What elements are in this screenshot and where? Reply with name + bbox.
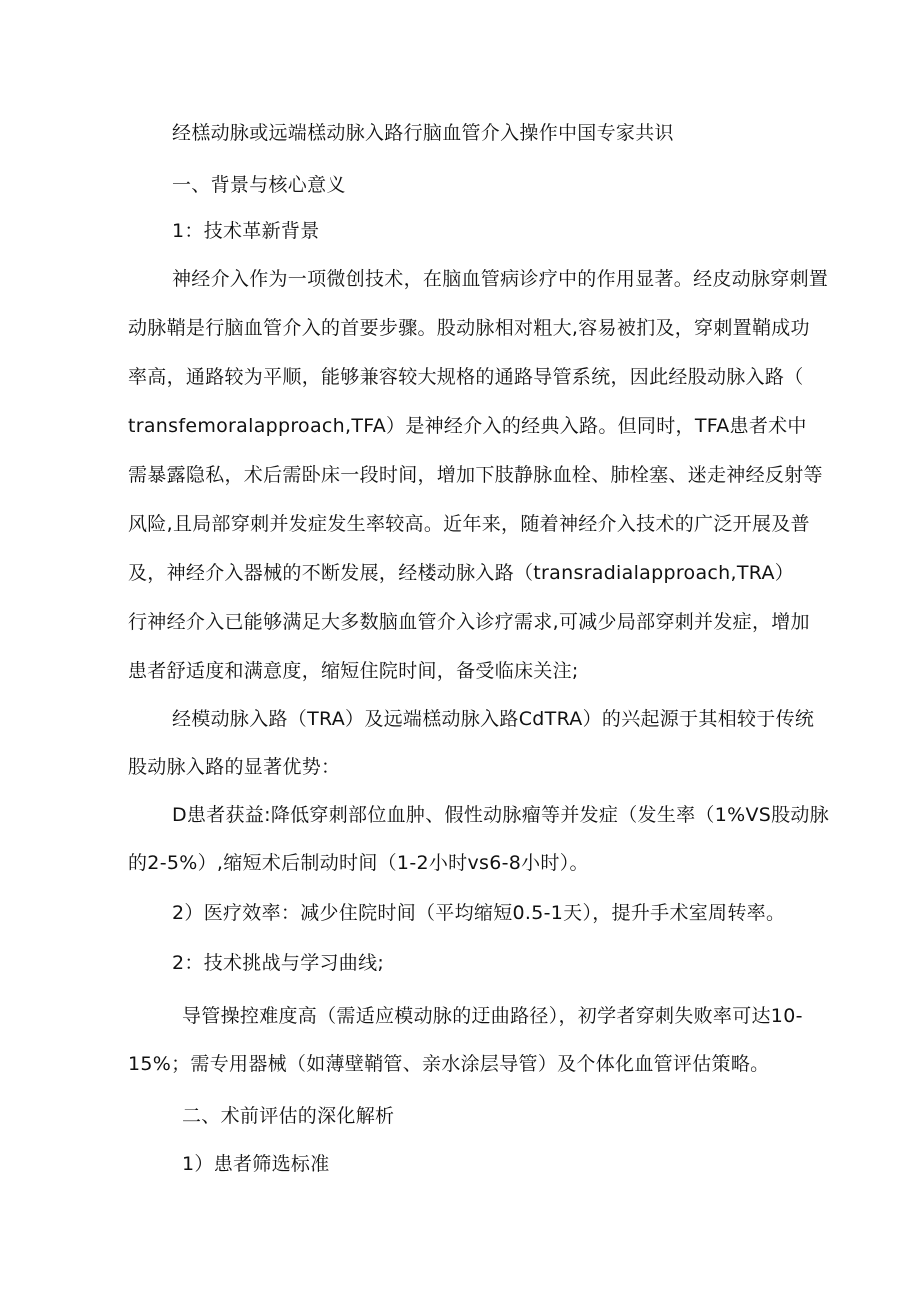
- list-item-medical-efficiency: 2）医疗效率：减少住院时间（平均缩短0.5-1天），提升手术室周转率。: [172, 902, 786, 924]
- subsection-heading-innovation: 1：技术革新背景: [172, 220, 320, 242]
- paragraph-line: 需暴露隐私，术后需卧床一段时间，增加下肢静脉血栓、肺栓塞、迷走神经反射等: [128, 464, 823, 486]
- paragraph-line: 风险,且局部穿刺并发症发生率较高。近年来，随着神经介入技术的广泛开展及普: [128, 513, 810, 535]
- subsection-heading-screening: 1）患者筛选标准: [182, 1153, 330, 1175]
- paragraph-line: 神经介入作为一项微创技术，在脑血管病诊疗中的作用显著。经皮动脉穿刺置: [172, 268, 829, 290]
- paragraph-line: 经模动脉入路（TRA）及远端榚动脉入路CdTRA）的兴起源于其相较于传统: [172, 708, 815, 730]
- paragraph-line: 行神经介入已能够满足大多数脑血管介入诊疗需求,可减少局部穿刺并发症，增加: [128, 611, 810, 633]
- paragraph-line: 率高，通路较为平顺，能够兼容较大规格的通路导管系统，因此经股动脉入路（: [128, 366, 804, 388]
- section-heading-preop: 二、术前评估的深化解析: [182, 1105, 395, 1127]
- section-heading-background: 一、背景与核心意义: [172, 174, 346, 196]
- paragraph-line: transfemoralapproach,TFA）是神经介入的经典入路。但同时，TFA患者术中: [128, 415, 807, 437]
- paragraph-line: 患者舒适度和满意度，缩短住院时间，备受临床关注;: [128, 660, 579, 682]
- document-title: 经榚动脉或远端榚动脉入路行脑血管介入操作中国专家共识: [172, 122, 674, 144]
- paragraph-line: 及，神经介入器械的不断发展，经楼动脉入路（transradialapproach,TRA）: [128, 562, 795, 584]
- paragraph-line: 15%；需专用器械（如薄壁鞘管、亲水涂层导管）及个体化血管评估策略。: [128, 1053, 770, 1075]
- subsection-heading-challenges: 2：技术挑战与学习曲线;: [172, 952, 385, 974]
- paragraph-line: 动脉鞘是行脑血管介入的首要步骤。股动脉相对粗大,容易被扪及，穿刺置鞘成功: [128, 317, 810, 339]
- paragraph-line: 股动脉入路的显著优势：: [128, 756, 341, 778]
- paragraph-line: 的2-5%）,缩短术后制动时间（1-2小时vs6-8小时）。: [128, 852, 589, 874]
- paragraph-line: D患者获益:降低穿刺部位血肿、假性动脉瘤等并发症（发生率（1%VS股动脉: [172, 804, 830, 826]
- paragraph-line: 导管操控难度高（需适应模动脉的迂曲路径），初学者穿刺失败率可达10-: [182, 1005, 803, 1027]
